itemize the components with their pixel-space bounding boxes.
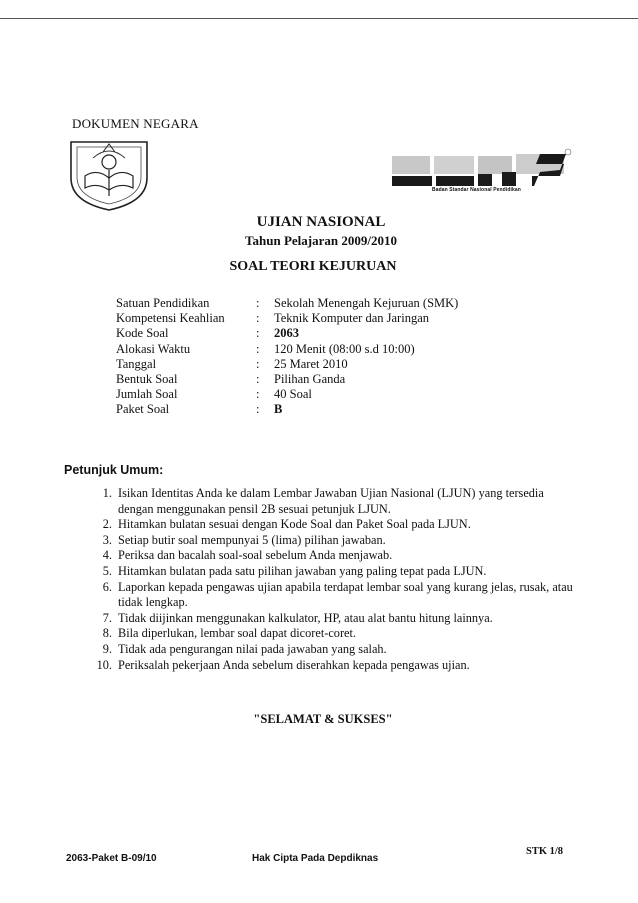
info-row: Alokasi Waktu : 120 Menit (08:00 s.d 10:00) xyxy=(116,342,574,357)
info-value: Pilihan Ganda xyxy=(274,372,346,387)
info-row: Bentuk Soal : Pilihan Ganda xyxy=(116,372,574,387)
list-item: 9. Tidak ada pengurangan nilai pada jawaban yang salah. xyxy=(102,641,387,656)
list-item: 3. Setiap butir soal mempunyai 5 (lima) pilihan jawaban. xyxy=(102,532,386,547)
footer-page: STK 1/8 xyxy=(526,846,564,857)
info-row: Satuan Pendidikan : Sekolah Menengah Kejuruan (SMK) xyxy=(116,296,574,311)
info-label: Paket Soal xyxy=(116,402,170,417)
info-row: Paket Soal : B xyxy=(116,402,574,417)
tut-wuri-handayani-emblem xyxy=(63,132,155,212)
info-label: Kompetensi Keahlian xyxy=(116,311,225,326)
instructions-list xyxy=(94,486,574,673)
list-item: 7. Tidak diijinkan menggunakan kalkulator, HP, atau alat bantu hitung lainnya. xyxy=(102,610,493,625)
list-item: 8. Bila diperlukan, lembar soal dapat dicoret-coret. xyxy=(102,626,356,641)
list-item: 2. Hitamkan bulatan sesuai dengan Kode Soal dan Paket Soal pada LJUN. xyxy=(102,517,471,532)
info-row: Kode Soal : 2063 xyxy=(116,326,574,341)
bsnp-caption: Badan Standar Nasional Pendidikan xyxy=(432,187,521,193)
list-item: 4. Periksa dan bacalah soal-soal sebelum Anda menjawab. xyxy=(102,548,393,563)
exam-info-table xyxy=(116,296,574,418)
info-label: Tanggal xyxy=(116,356,157,371)
closing-message: "SELAMAT & SUKSES" xyxy=(253,712,393,726)
info-value: B xyxy=(274,402,283,417)
info-value: Sekolah Menengah Kejuruan (SMK) xyxy=(274,296,459,310)
list-item: 5. Hitamkan bulatan pada satu pilihan jawaban yang paling tepat pada LJUN. xyxy=(102,563,487,578)
top-rule xyxy=(0,18,638,19)
info-label: Alokasi Waktu xyxy=(116,341,191,356)
list-item: 10. Periksalah pekerjaan Anda sebelum diserahkan kepada pengawas ujian. xyxy=(96,657,470,672)
exam-title: UJIAN NASIONAL xyxy=(256,214,386,230)
footer-code: 2063-Paket B-09/10 xyxy=(66,853,157,864)
info-value: 2063 xyxy=(274,326,299,341)
info-value: 40 Soal xyxy=(274,387,312,402)
info-row: Jumlah Soal : 40 Soal xyxy=(116,387,574,402)
info-value: 25 Maret 2010 xyxy=(274,356,348,371)
list-item: 6. Laporkan kepada pengawas ujian apabila terdapat lembar soal yang kurang jelas, rusak, atau tidak lengkap. xyxy=(102,579,573,610)
info-label: Kode Soal xyxy=(116,326,169,341)
info-value: Teknik Komputer dan Jaringan xyxy=(274,311,429,326)
info-row: Tanggal : 25 Maret 2010 xyxy=(116,357,574,372)
list-item: 1. Isikan Identitas Anda ke dalam Lembar Jawaban Ujian Nasional (LJUN) yang tersedia dengan menggunakan pensil 2B sesuai petunjuk LJUN. xyxy=(102,486,544,516)
academic-year: Tahun Pelajaran 2009/2010 xyxy=(245,233,397,248)
info-value: 120 Menit (08:00 s.d 10:00) xyxy=(274,341,415,356)
instructions-heading: Petunjuk Umum: xyxy=(64,463,164,477)
info-label: Jumlah Soal xyxy=(116,387,178,402)
info-row: Kompetensi Keahlian : Teknik Komputer dan Jaringan xyxy=(116,311,574,326)
info-label: Bentuk Soal xyxy=(116,372,178,387)
subject-title: SOAL TEORI KEJURUAN xyxy=(229,259,397,274)
document-classification: DOKUMEN NEGARA xyxy=(72,116,199,131)
footer-copyright: Hak Cipta Pada Depdiknas xyxy=(252,853,379,864)
info-label: Satuan Pendidikan xyxy=(116,296,210,310)
